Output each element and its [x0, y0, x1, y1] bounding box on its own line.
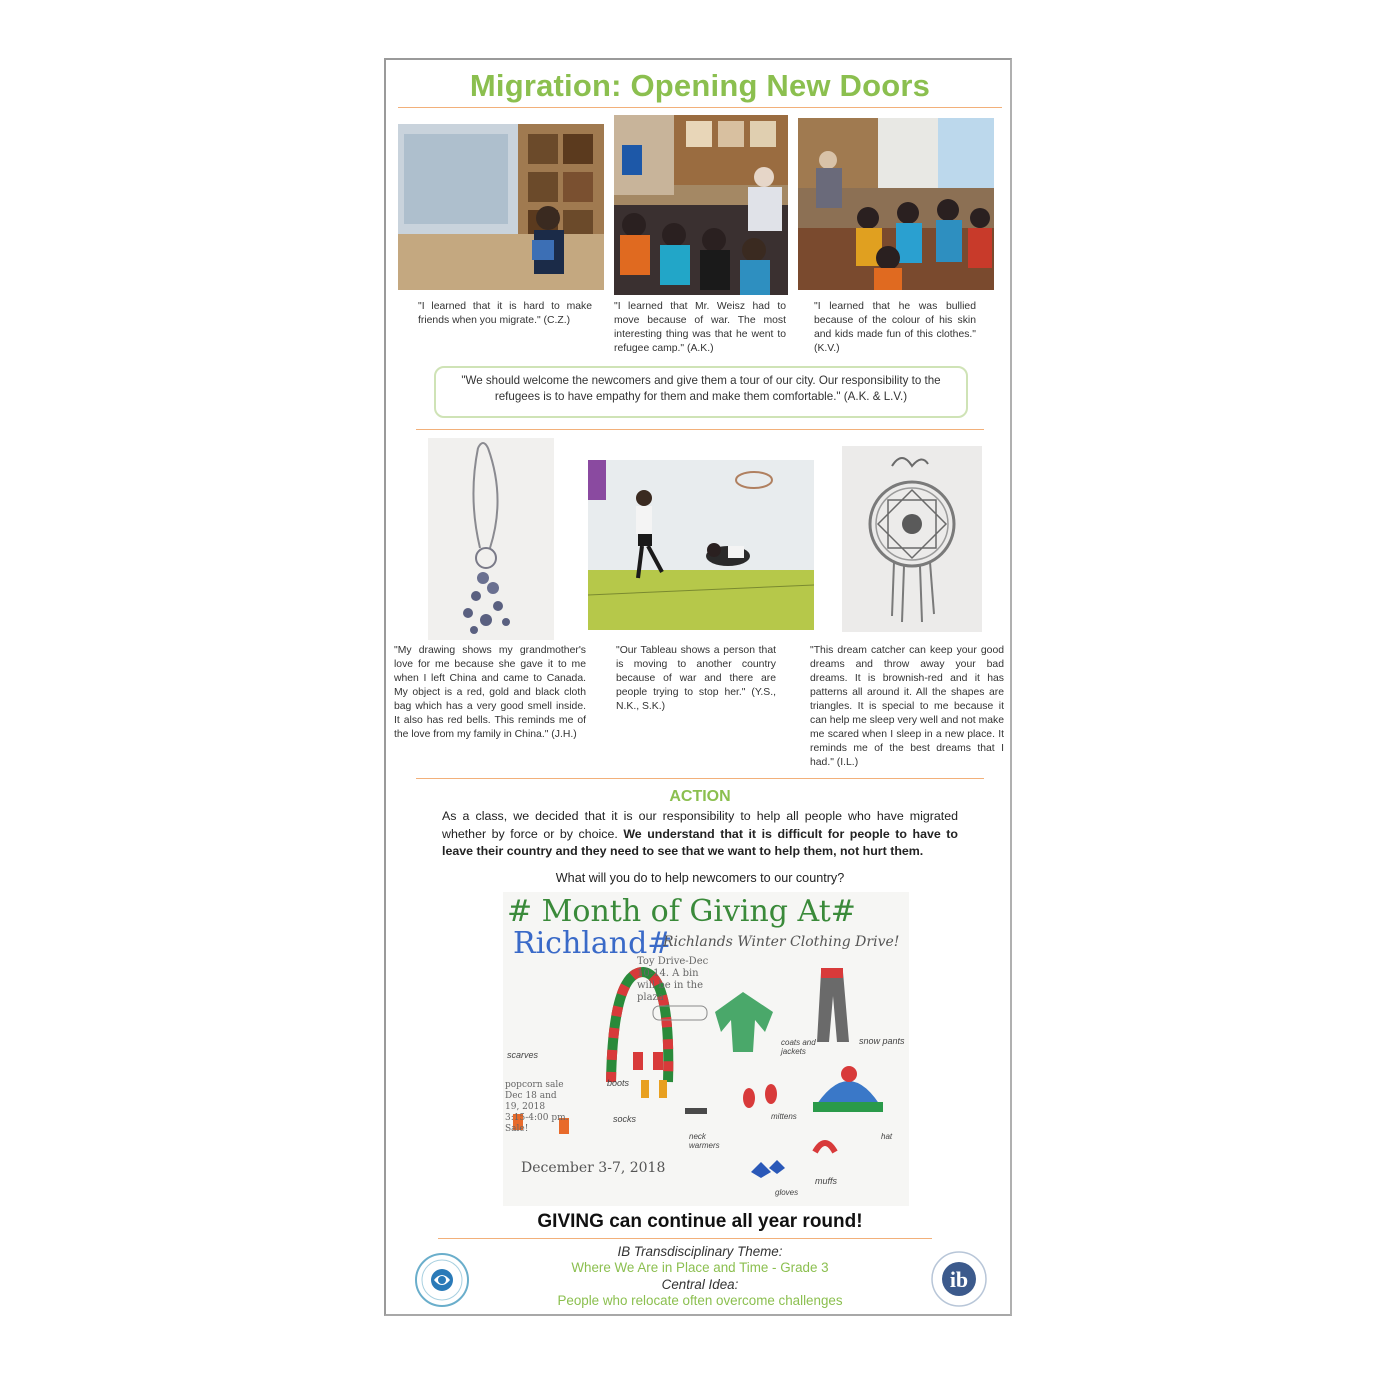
poster-heading-2: Richland#	[513, 926, 673, 961]
poster-label-gloves: gloves	[775, 1188, 799, 1197]
month-of-giving-poster	[503, 892, 909, 1206]
theme-label: IB Transdisciplinary Theme:	[617, 1244, 783, 1259]
svg-text:ib: ib	[949, 1267, 969, 1292]
quote-text: "We should welcome the newcomers and give them a tour of our city. Our responsibility to the refugees is to have empathy for them and make them comfortable." (A.K. & L.V.)	[461, 374, 941, 403]
art-caption-3: "This dream catcher can keep your good dreams and throw away your bad dreams. It is brownish-red and it has patterns all around it. All the shapes are triangles. It is special to me because it can help me sleep very well and not make me scared when I sleep in a new place. It reminds me of the best dreams that I had." (I.L.)	[810, 645, 1004, 768]
poster-heading-1: # Month of Giving At#	[507, 894, 856, 929]
poster-label-mittens: mittens	[771, 1112, 797, 1121]
school-logo-icon	[414, 1252, 470, 1308]
art-caption-1: "My drawing shows my grandmother's love for me because she gave it to me when I left China and came to Canada. My object is a red, gold and black cloth bag which has a very good smell inside. It also has red bells. This reminds me of the love from my family in China." (J.H.)	[394, 645, 586, 740]
ib-logo-icon	[930, 1250, 988, 1308]
poster-label-coats: coats and jackets	[781, 1038, 816, 1056]
quote-box	[434, 366, 968, 418]
giving-banner: GIVING can continue all year round!	[537, 1211, 863, 1232]
photo-classroom-presenter	[398, 124, 604, 290]
section-rule-1	[416, 429, 984, 430]
poster-label-socks: socks	[613, 1114, 637, 1124]
central-idea-label: Central Idea:	[661, 1277, 739, 1292]
footer-rule	[438, 1238, 932, 1239]
photo-guest-speaker	[614, 115, 788, 295]
action-text	[442, 808, 958, 861]
photo-tableau	[588, 460, 814, 630]
poster-popcorn-sale: popcorn sale Dec 18 and 19, 2018 3:15-4:00 pm. Sale!	[505, 1080, 569, 1134]
photo-class-discussion	[798, 118, 994, 290]
page-title: Migration: Opening New Doors	[469, 68, 931, 103]
poster-label-boots: boots	[607, 1078, 630, 1088]
poster-date: December 3-7, 2018	[521, 1160, 666, 1176]
caption-1: "I learned that it is hard to make friends when you migrate." (C.Z.)	[418, 301, 592, 326]
caption-3: "I learned that he was bullied because of the colour of his skin and kids made fun of this clothes." (K.V.)	[814, 301, 976, 354]
action-question: What will you do to help newcomers to our country?	[555, 871, 845, 885]
poster-label-snow-pants: snow pants	[859, 1036, 905, 1046]
section-rule-2	[416, 778, 984, 779]
action-heading: ACTION	[669, 788, 731, 805]
action-text-plain: As a class, we decided that it is our responsibility to help all people who have migrated whether by force or by choice.	[442, 809, 958, 841]
poster-label-hat: hat	[881, 1132, 893, 1141]
photo-grandmother-drawing	[428, 438, 554, 640]
theme-value: Where We Are in Place and Time - Grade 3	[571, 1260, 829, 1275]
photo-dream-catcher	[842, 446, 982, 632]
poster-label-neck-warmers: neck warmers	[689, 1132, 720, 1150]
caption-2: "I learned that Mr. Weisz had to move because of war. The most interesting thing was that he went to refugee camp." (A.K.)	[614, 301, 786, 354]
poster-toy-drive: Toy Drive-Dec 10-14. A bin will be in the plaza	[637, 956, 709, 1003]
poster-subtitle: Richlands Winter Clothing Drive!	[663, 934, 900, 950]
action-text-bold: We understand that it is difficult for people to have to leave their country and they need to see that we want to help them, not hurt them.	[442, 826, 958, 858]
poster	[384, 58, 1012, 1316]
art-caption-2: "Our Tableau shows a person that is moving to another country because of war and there are people trying to stop her." (Y.S., N.K., S.K.)	[616, 645, 776, 712]
title-rule	[398, 107, 1002, 108]
central-idea-value: People who relocate often overcome challenges	[557, 1293, 843, 1308]
poster-label-muffs: muffs	[815, 1176, 838, 1186]
poster-label-scarves: scarves	[507, 1050, 539, 1060]
